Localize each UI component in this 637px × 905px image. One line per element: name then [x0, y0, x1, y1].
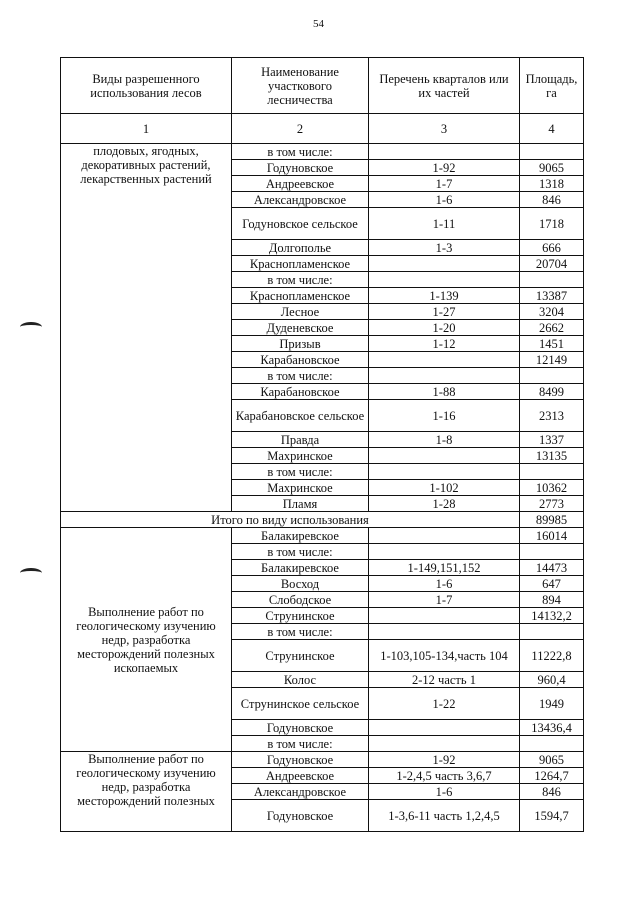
quarters-list: 1-103,105-134,часть 104: [369, 640, 520, 672]
area-value: 9065: [520, 160, 584, 176]
area-value: [520, 736, 584, 752]
header-number-1: 1: [61, 114, 232, 144]
forestry-name: Струнинское сельское: [232, 688, 369, 720]
area-value: 1594,7: [520, 800, 584, 832]
forestry-name: в том числе:: [232, 544, 369, 560]
quarters-list: 1-6: [369, 192, 520, 208]
forestry-name: Годуновское: [232, 160, 369, 176]
quarters-list: 1-149,151,152: [369, 560, 520, 576]
forest-use-table: [60, 57, 584, 832]
forestry-name: Восход: [232, 576, 369, 592]
use-type-label: Выполнение работ по геологическому изучению недр, разработка месторождений полезных: [61, 752, 232, 832]
quarters-list: 1-11: [369, 208, 520, 240]
area-value: [520, 368, 584, 384]
quarters-list: 1-2,4,5 часть 3,6,7: [369, 768, 520, 784]
table-row: [61, 528, 584, 544]
forestry-name: Карабановское сельское: [232, 400, 369, 432]
total-row: [61, 512, 584, 528]
area-value: 846: [520, 192, 584, 208]
forestry-name: Краснопламенское: [232, 288, 369, 304]
forestry-name: Краснопламенское: [232, 256, 369, 272]
page-number: 54: [313, 18, 324, 30]
header-number-3: 3: [369, 114, 520, 144]
area-value: 2773: [520, 496, 584, 512]
forestry-name: Годуновское: [232, 720, 369, 736]
forestry-name: Махринское: [232, 480, 369, 496]
header-row: [61, 58, 584, 114]
quarters-list: [369, 352, 520, 368]
table-row: [61, 144, 584, 160]
quarters-list: [369, 448, 520, 464]
forestry-name: в том числе:: [232, 464, 369, 480]
quarters-list: [369, 736, 520, 752]
forestry-name: Лесное: [232, 304, 369, 320]
area-value: 14132,2: [520, 608, 584, 624]
area-value: 13436,4: [520, 720, 584, 736]
area-value: [520, 272, 584, 288]
area-value: 3204: [520, 304, 584, 320]
forestry-name: в том числе:: [232, 736, 369, 752]
forestry-name: в том числе:: [232, 272, 369, 288]
quarters-list: 1-27: [369, 304, 520, 320]
quarters-list: [369, 144, 520, 160]
quarters-list: [369, 720, 520, 736]
area-value: 960,4: [520, 672, 584, 688]
forestry-name: Карабановское: [232, 352, 369, 368]
quarters-list: 1-92: [369, 752, 520, 768]
use-type-label: Выполнение работ по геологическому изучению недр, разработка месторождений полезных ископаемых: [61, 528, 232, 752]
forestry-name: Струнинское: [232, 608, 369, 624]
area-value: 20704: [520, 256, 584, 272]
area-value: 16014: [520, 528, 584, 544]
area-value: [520, 624, 584, 640]
header-col3: Перечень кварталов или их частей: [369, 58, 520, 114]
forestry-name: Балакиревское: [232, 528, 369, 544]
area-value: 666: [520, 240, 584, 256]
forestry-name: Андреевское: [232, 768, 369, 784]
forestry-name: в том числе:: [232, 624, 369, 640]
forestry-name: Слободское: [232, 592, 369, 608]
forestry-name: Призыв: [232, 336, 369, 352]
forestry-name: Балакиревское: [232, 560, 369, 576]
forestry-name: Годуновское сельское: [232, 208, 369, 240]
forestry-name: Годуновское: [232, 752, 369, 768]
forestry-name: Пламя: [232, 496, 369, 512]
forestry-name: Годуновское: [232, 800, 369, 832]
header-number-2: 2: [232, 114, 369, 144]
quarters-list: 1-12: [369, 336, 520, 352]
area-value: [520, 144, 584, 160]
total-area: 89985: [520, 512, 584, 528]
quarters-list: [369, 272, 520, 288]
area-value: 9065: [520, 752, 584, 768]
table-row: [61, 752, 584, 768]
quarters-list: [369, 624, 520, 640]
quarters-list: 1-16: [369, 400, 520, 432]
area-value: 1949: [520, 688, 584, 720]
quarters-list: 1-8: [369, 432, 520, 448]
quarters-list: 1-6: [369, 576, 520, 592]
quarters-list: 2-12 часть 1: [369, 672, 520, 688]
quarters-list: 1-3,6-11 часть 1,2,4,5: [369, 800, 520, 832]
area-value: 10362: [520, 480, 584, 496]
quarters-list: 1-88: [369, 384, 520, 400]
area-value: 8499: [520, 384, 584, 400]
forestry-name: в том числе:: [232, 368, 369, 384]
quarters-list: [369, 464, 520, 480]
quarters-list: [369, 608, 520, 624]
forestry-name: Александровское: [232, 784, 369, 800]
area-value: [520, 544, 584, 560]
quarters-list: 1-139: [369, 288, 520, 304]
forestry-name: Долгополье: [232, 240, 369, 256]
area-value: 13135: [520, 448, 584, 464]
area-value: 1264,7: [520, 768, 584, 784]
header-number-4: 4: [520, 114, 584, 144]
quarters-list: 1-22: [369, 688, 520, 720]
quarters-list: [369, 256, 520, 272]
forestry-name: Карабановское: [232, 384, 369, 400]
quarters-list: [369, 544, 520, 560]
header-number-row: [61, 114, 584, 144]
quarters-list: 1-3: [369, 240, 520, 256]
area-value: 1451: [520, 336, 584, 352]
area-value: 1337: [520, 432, 584, 448]
forestry-name: в том числе:: [232, 144, 369, 160]
area-value: 11222,8: [520, 640, 584, 672]
forestry-name: Колос: [232, 672, 369, 688]
forestry-name: Дуденевское: [232, 320, 369, 336]
forestry-name: Махринское: [232, 448, 369, 464]
area-value: 846: [520, 784, 584, 800]
area-value: 647: [520, 576, 584, 592]
forestry-name: Андреевское: [232, 176, 369, 192]
forestry-name: Струнинское: [232, 640, 369, 672]
area-value: 2662: [520, 320, 584, 336]
quarters-list: 1-7: [369, 592, 520, 608]
quarters-list: 1-92: [369, 160, 520, 176]
area-value: [520, 464, 584, 480]
area-value: 14473: [520, 560, 584, 576]
quarters-list: [369, 368, 520, 384]
use-type-label: плодовых, ягодных, декоративных растений, лекарственных растений: [61, 144, 232, 512]
quarters-list: 1-102: [369, 480, 520, 496]
punch-hole-mark: [20, 322, 42, 332]
area-value: 13387: [520, 288, 584, 304]
quarters-list: 1-6: [369, 784, 520, 800]
area-value: 1718: [520, 208, 584, 240]
quarters-list: 1-7: [369, 176, 520, 192]
forestry-name: Александровское: [232, 192, 369, 208]
quarters-list: [369, 528, 520, 544]
area-value: 2313: [520, 400, 584, 432]
header-col2: Наименование участкового лесничества: [232, 58, 369, 114]
quarters-list: 1-28: [369, 496, 520, 512]
header-col1: Виды разрешенного использования лесов: [61, 58, 232, 114]
punch-hole-mark: [20, 568, 42, 578]
forestry-name: Правда: [232, 432, 369, 448]
area-value: 12149: [520, 352, 584, 368]
area-value: 894: [520, 592, 584, 608]
header-col4: Площадь, га: [520, 58, 584, 114]
quarters-list: 1-20: [369, 320, 520, 336]
total-label: Итого по виду использования: [61, 512, 520, 528]
area-value: 1318: [520, 176, 584, 192]
